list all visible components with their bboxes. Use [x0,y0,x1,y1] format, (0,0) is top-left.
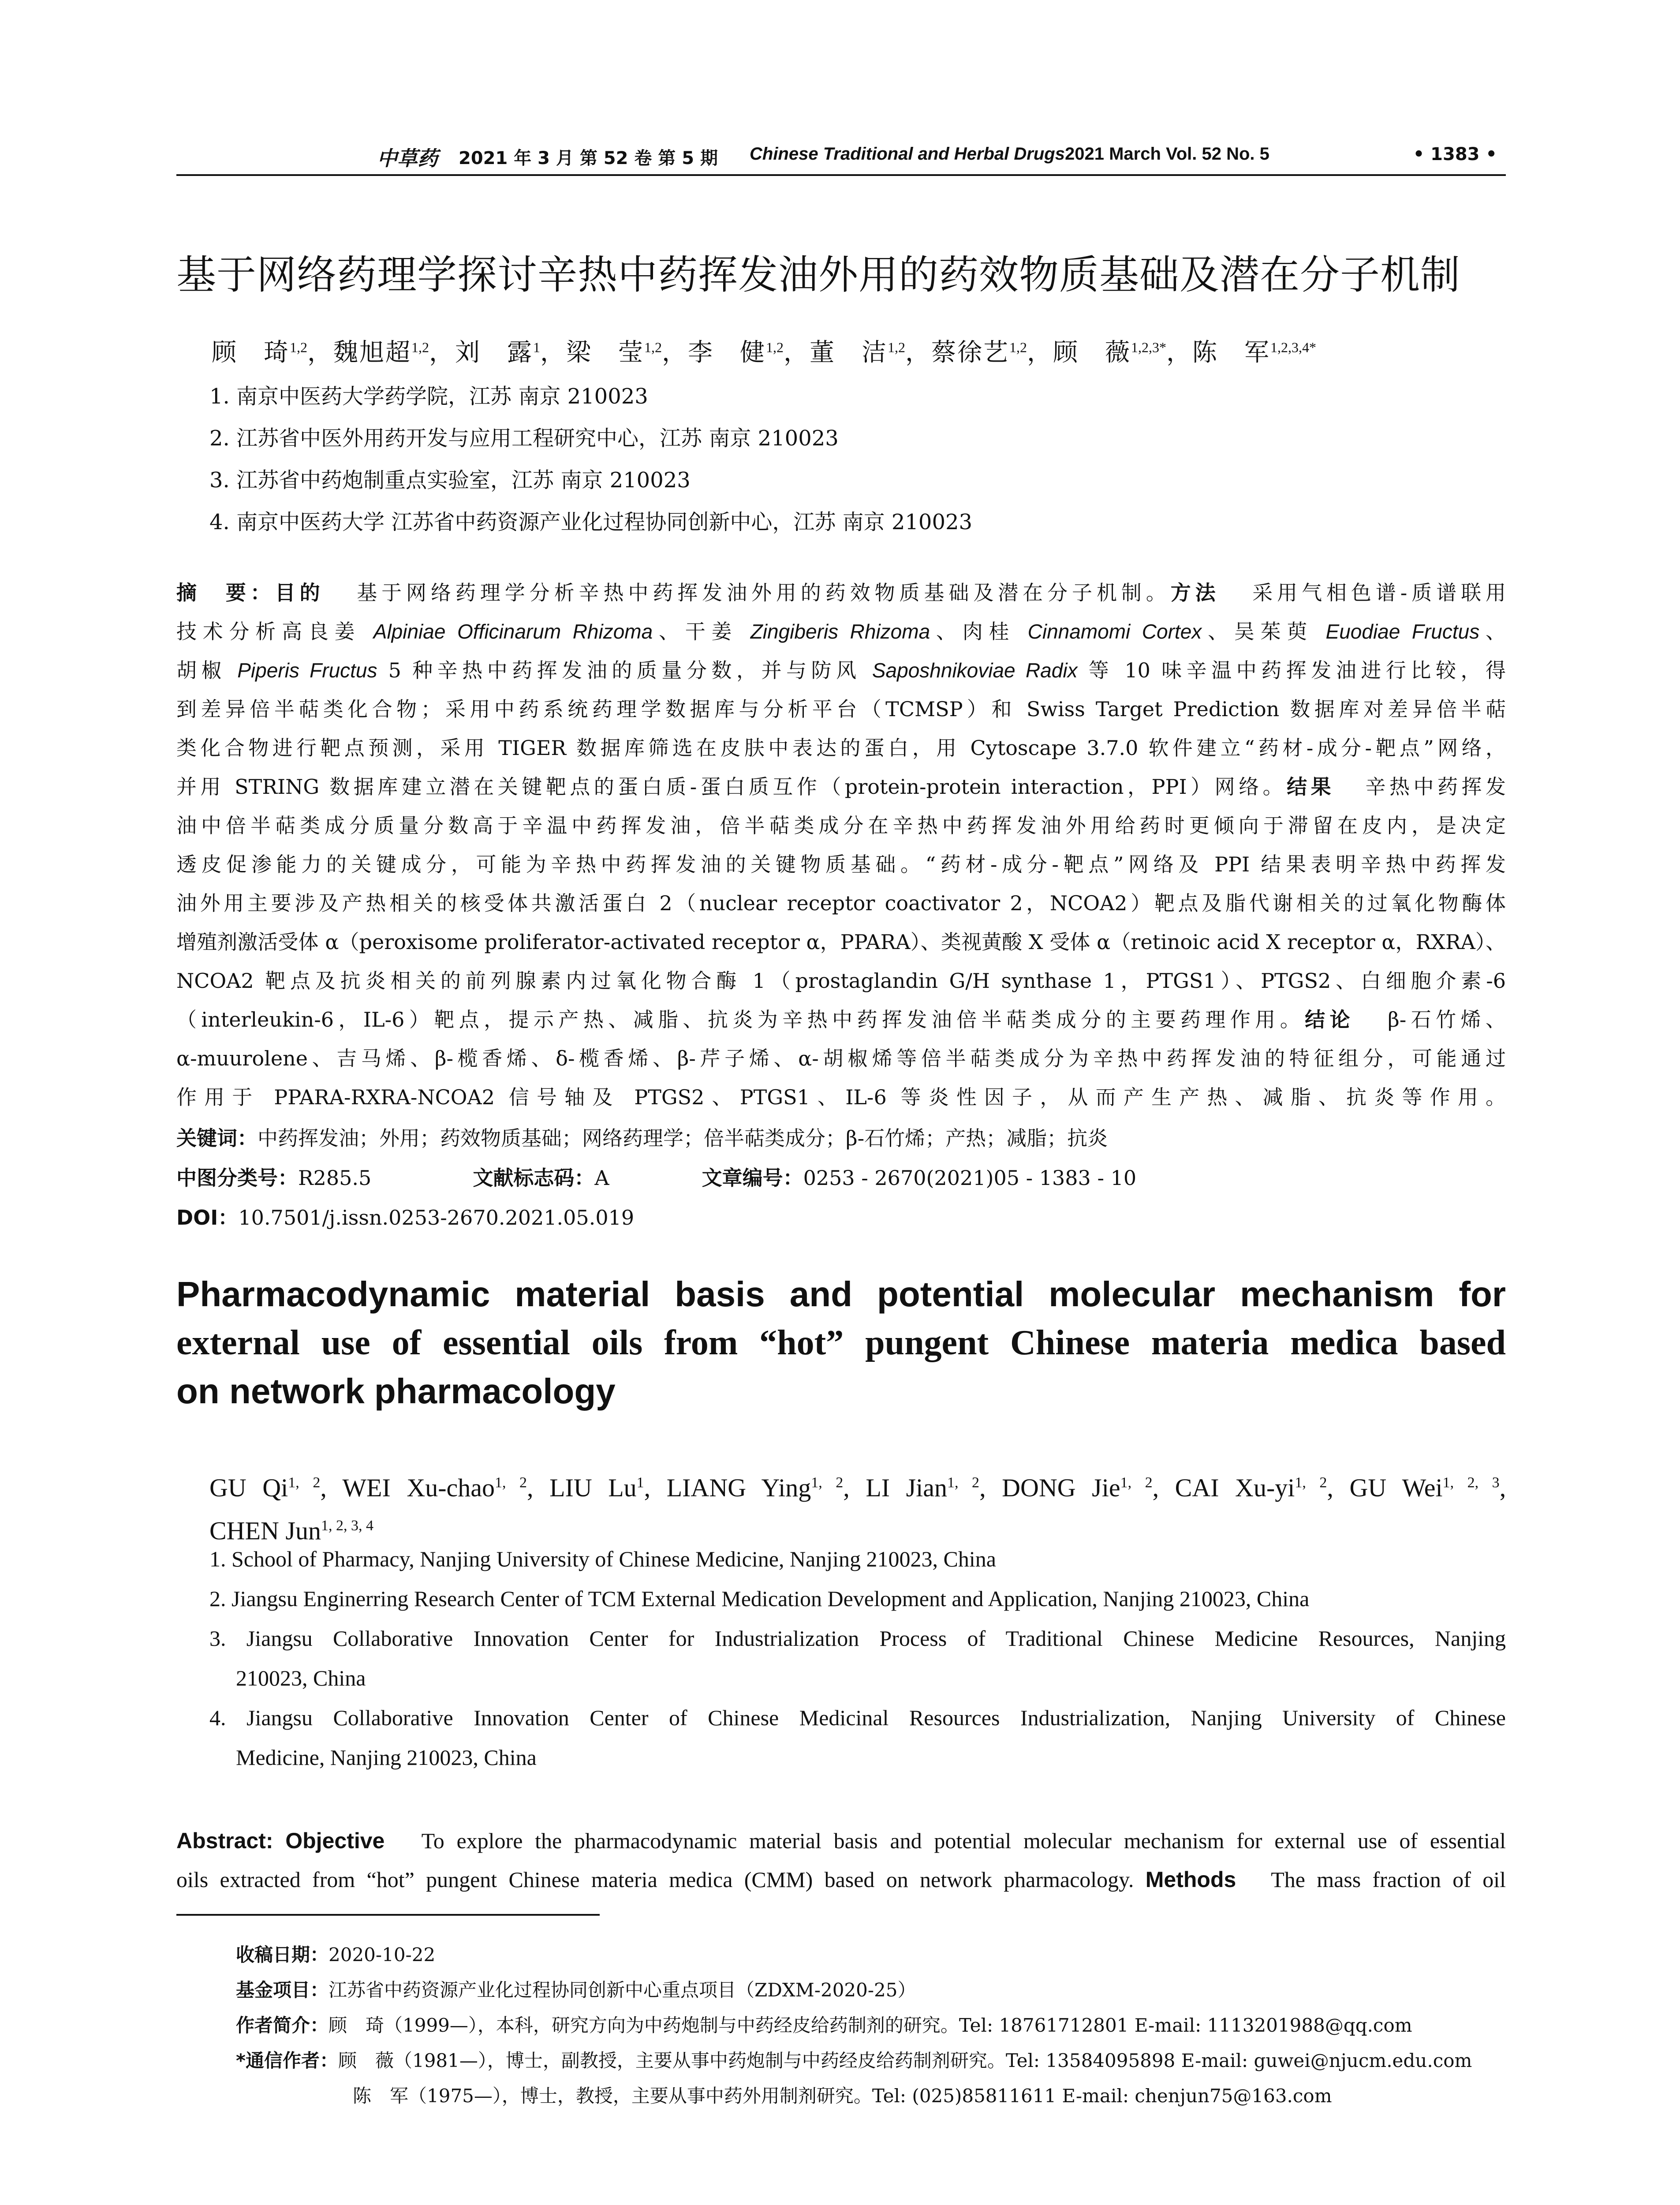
journal-name-cn: 中草药 [377,146,438,170]
abstract-line: 油外用主要涉及产热相关的核受体共激活蛋白 2（nuclear receptor coactivator 2，NCOA2）靶点及脂代谢相关的过氧化物酶体 [176,891,1506,915]
author-en: GU Wei$^{1, 2, 3}$, [1349,1473,1506,1502]
author-cn: 刘 露$^1$， [455,338,566,367]
abstract-line: 透皮促渗能力的关键成分，可能为辛热中药挥发油的关键物质基础。“药材-成分-靶点”网络及 PPI 结果表明辛热中药挥发 [176,852,1506,876]
affiliation-en: 1. School of Pharmacy, Nanjing University of Chinese Medicine, Nanjing 210023, China [209,1547,996,1571]
abstract-line: 技术分析高良姜 Alpiniae Officinarum Rhizoma、干姜 Zingiberis Rhizoma、肉桂 Cinnamomi Cortex、吴茱萸 Euodiae Fructus、 [176,620,1506,643]
affiliation-en-cont: 210023, China [236,1666,366,1690]
affiliation-cn: 3. 江苏省中药炮制重点实验室，江苏 南京 210023 [209,468,691,493]
affiliation-cn: 4. 南京中医药大学 江苏省中药资源产业化过程协同创新中心，江苏 南京 210023 [209,510,973,534]
abstract-line: 胡椒 Piperis Fructus 5 种辛热中药挥发油的质量分数，并与防风 Saposhnikoviae Radix 等 10 味辛温中药挥发油进行比较，得 [176,658,1506,682]
author-cn: 魏旭超$^{1,2}$， [333,338,455,367]
journal-name-en: Chinese Traditional and Herbal Drugs [750,144,1065,164]
abstract-line: NCOA2 靶点及抗炎相关的前列腺素内过氧化物合酶 1（prostaglandin G/H synthase 1，PTGS1）、PTGS2、白细胞介素-6 [176,969,1506,993]
issue-date-en [750,144,1269,164]
running-header [176,139,1506,176]
keywords: 关键词：中药挥发油；外用；药效物质基础；网络药理学；倍半萜类成分；β-石竹烯；产热；减脂；抗炎 [176,1126,1108,1150]
abstract-line: α-muurolene、吉马烯、β-榄香烯、δ-榄香烯、β-芹子烯、α-胡椒烯等倍半萜类成分为辛热中药挥发油的特征组分，可能通过 [176,1046,1506,1070]
affiliation-en: 2. Jiangsu Enginerring Research Center of TCM External Medication Development and Application, Nanjing 210023, China [209,1586,1310,1611]
author-cn: 董 洁$^{1,2}$， [810,338,931,367]
abstract-line: 摘 要：目的 基于网络药理学分析辛热中药挥发油外用的药效物质基础及潜在分子机制。方法 采用气相色谱-质谱联用 [176,581,1506,605]
affiliation-cn: 2. 江苏省中医外用药开发与应用工程研究中心，江苏 南京 210023 [209,426,839,451]
affiliation-en: 3. Jiangsu Collaborative Innovation Center for Industrialization Process of Traditional Chinese Medicine Resources, Nanjing [209,1626,1506,1651]
footnote-corresponding-2: 陈 军（1975—），博士，教授，主要从事中药外用制剂研究。Tel: (025)85811611 E-mail: chenjun75@163.com [353,2085,1332,2107]
abstract-line: 到差异倍半萜类化合物；采用中药系统药理学数据库与分析平台（TCMSP）和 Swiss Target Prediction 数据库对差异倍半萜 [176,697,1506,721]
issue-volume-en: 2021 March Vol. 52 No. 5 [1064,144,1269,164]
author-en: LIANG Ying$^{1, 2}$, [666,1473,850,1502]
author-en: WEI Xu-chao$^{1, 2}$, [342,1473,534,1502]
abstract-line: 类化合物进行靶点预测，采用 TIGER 数据库筛选在皮肤中表达的蛋白，用 Cytoscape 3.7.0 软件建立“药材-成分-靶点”网络， [176,736,1506,760]
abstract-line: 并用 STRING 数据库建立潜在关键靶点的蛋白质-蛋白质互作（protein-protein interaction，PPI）网络。结果 辛热中药挥发 [176,775,1506,799]
issue-date-cn: 2021 年 3 月 第 52 卷 第 5 期 [459,148,718,168]
affiliation-en-cont: Medicine, Nanjing 210023, China [236,1745,537,1770]
author-cn: 顾 薇$^{1,2,3*}$， [1053,338,1192,367]
doc-code: A [594,1166,609,1190]
author-cn: 顾 琦$^{1,2}$， [212,338,333,367]
author-en: CAI Xu-yi$^{1, 2}$, [1175,1473,1333,1502]
author-en: DONG Jie$^{1, 2}$, [1002,1473,1159,1502]
clc-code: R285.5 [298,1166,372,1190]
footnote-corresponding: *通信作者：顾 薇（1981—），博士，副教授，主要从事中药炮制与中药经皮给药制剂研究。Tel: 13584095898 E-mail: guwei@njucm.edu.com [236,2050,1472,2071]
abstract-en-line: oils extracted from “hot” pungent Chinese materia medica (CMM) based on network pharmacology. Methods The mass fraction of oil [176,1867,1506,1892]
author-cn: 蔡徐艺$^{1,2}$， [931,338,1053,367]
author-en: LI Jian$^{1, 2}$, [866,1473,986,1502]
author-list-cn [212,333,1504,368]
doi: DOI：10.7501/j.issn.0253-2670.2021.05.019 [176,1206,635,1230]
author-cn: 梁 莹$^{1,2}$， [566,338,688,367]
affiliation-cn: 1. 南京中医药大学药学院，江苏 南京 210023 [209,384,648,409]
author-list-en [209,1464,1506,1550]
footnote-fund: 基金项目：江苏省中药资源产业化过程协同创新中心重点项目（ZDXM-2020-25） [236,1979,916,2001]
classification: 中图分类号：R285.5 文献标志码：A 文章编号：0253 - 2670(2021)05 - 1383 - 10 [176,1166,1137,1190]
affiliation-en: 4. Jiangsu Collaborative Innovation Center of Chinese Medicinal Resources Industrialization, Nanjing University of Chinese [209,1705,1506,1730]
abstract-line: 增殖剂激活受体 α（peroxisome proliferator-activated receptor α，PPARA）、类视黄酸 X 受体 α（retinoic acid X receptor α，RXRA）、 [176,930,1506,954]
abstract-en-line: Abstract: Objective To explore the pharmacodynamic material basis and potential molecular mechanism for external use of essential [176,1828,1506,1853]
abstract-line: （interleukin-6，IL-6）靶点，提示产热、减脂、抗炎为辛热中药挥发油倍半萜类成分的主要药理作用。结论 β-石竹烯、 [176,1008,1506,1031]
author-cn: 陈 军$^{1,2,3,4*}$ [1192,338,1316,367]
abstract-cn [176,573,1506,1117]
page-number: • 1383 • [1413,144,1497,164]
footnote-author-bio: 作者简介：顾 琦（1999—），本科，研究方向为中药炮制与中药经皮给药制剂的研究。Tel: 18761712801 E-mail: 1113201988@qq.com [236,2014,1412,2036]
author-en: LIU Lu$^1$, [549,1473,651,1502]
author-en: GU Qi$^{1, 2}$, [209,1473,327,1502]
article-title-en: Pharmacodynamic material basis and potential molecular mechanism for external use of essential oils from “hot” pungent Chinese materia medica based on network pharmacology [176,1274,1506,1411]
author-en: CHEN Jun$^{1, 2, 3, 4}$ [209,1516,373,1545]
article-number: 0253 - 2670(2021)05 - 1383 - 10 [803,1166,1137,1190]
footnote-received: 收稿日期：2020-10-22 [236,1944,436,1966]
abstract-en [176,1821,1506,1899]
affiliations-en [209,1539,1506,1777]
abstract-line: 作用于 PPARA-RXRA-NCOA2 信号轴及 PTGS2、PTGS1、IL-6 等炎性因子，从而产生产热、减脂、抗炎等作用。 [176,1085,1506,1109]
footnote-divider [176,1914,600,1916]
author-cn: 李 健$^{1,2}$， [688,338,810,367]
abstract-line: 油中倍半萜类成分质量分数高于辛温中药挥发油，倍半萜类成分在辛热中药挥发油外用给药时更倾向于滞留在皮内，是决定 [176,814,1506,837]
article-title-cn: 基于网络药理学探讨辛热中药挥发油外用的药效物质基础及潜在分子机制 [176,252,1460,298]
